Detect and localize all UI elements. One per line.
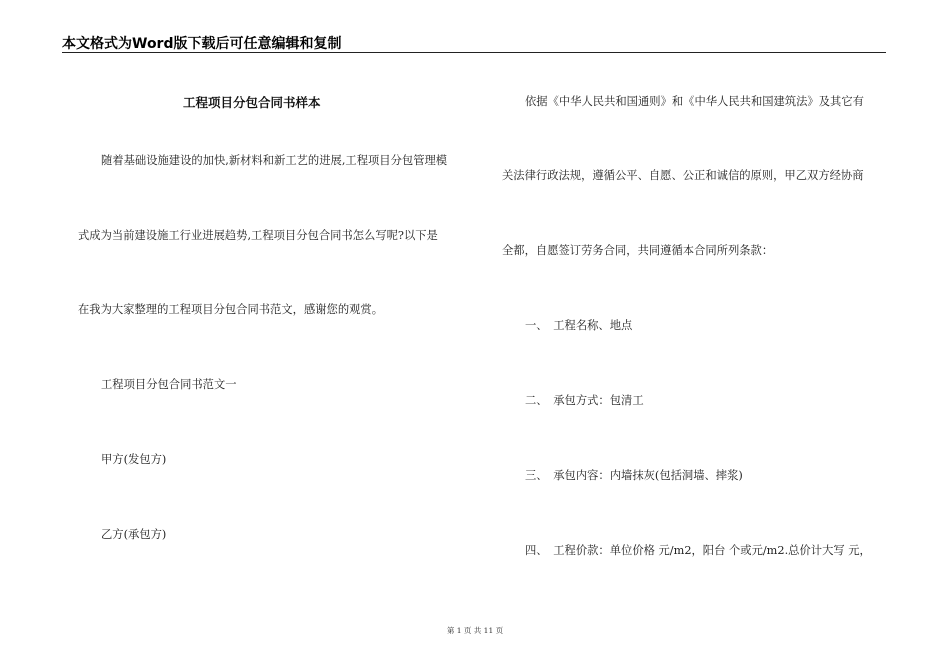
body-line: 式成为当前建设施工行业进展趋势,工程项目分包合同书怎么写呢?以下是 [78,229,438,242]
clause-item: 四、 工程价款：单位价格 元/m2，阳台 个或元/m2.总价计大写 元， [525,544,871,557]
party-b-label: 乙方(承包方) [101,528,167,541]
header-divider [62,52,886,53]
clause-item: 三、 承包内容：内墙抹灰(包括洞墙、摔浆) [525,469,743,482]
body-line: 依据《中华人民共和国通则》和《中华人民共和国建筑法》及其它有 [525,95,864,108]
clause-item: 二、 承包方式：包清工 [525,394,644,407]
party-a-label: 甲方(发包方) [101,453,167,466]
clause-item: 一、 工程名称、地点 [525,319,633,332]
body-line: 在我为大家整理的工程项目分包合同书范文，感谢您的观赏。 [78,303,384,316]
body-line: 随着基础设施建设的加快,新材料和新工艺的进展,工程项目分包管理模 [101,154,448,167]
document-header: 本文格式为Word版下载后可任意编辑和复制 [62,36,342,52]
page-number: 第 1 页 共 11 页 [446,626,504,635]
document-title: 工程项目分包合同书样本 [183,95,321,110]
section-heading: 工程项目分包合同书范文一 [101,378,237,391]
body-line: 关法律行政法规，遵循公平、自愿、公正和诚信的原则，甲乙双方经协商 [502,169,864,182]
body-line: 全都，自愿签订劳务合同，共同遵循本合同所列条款： [502,244,774,257]
